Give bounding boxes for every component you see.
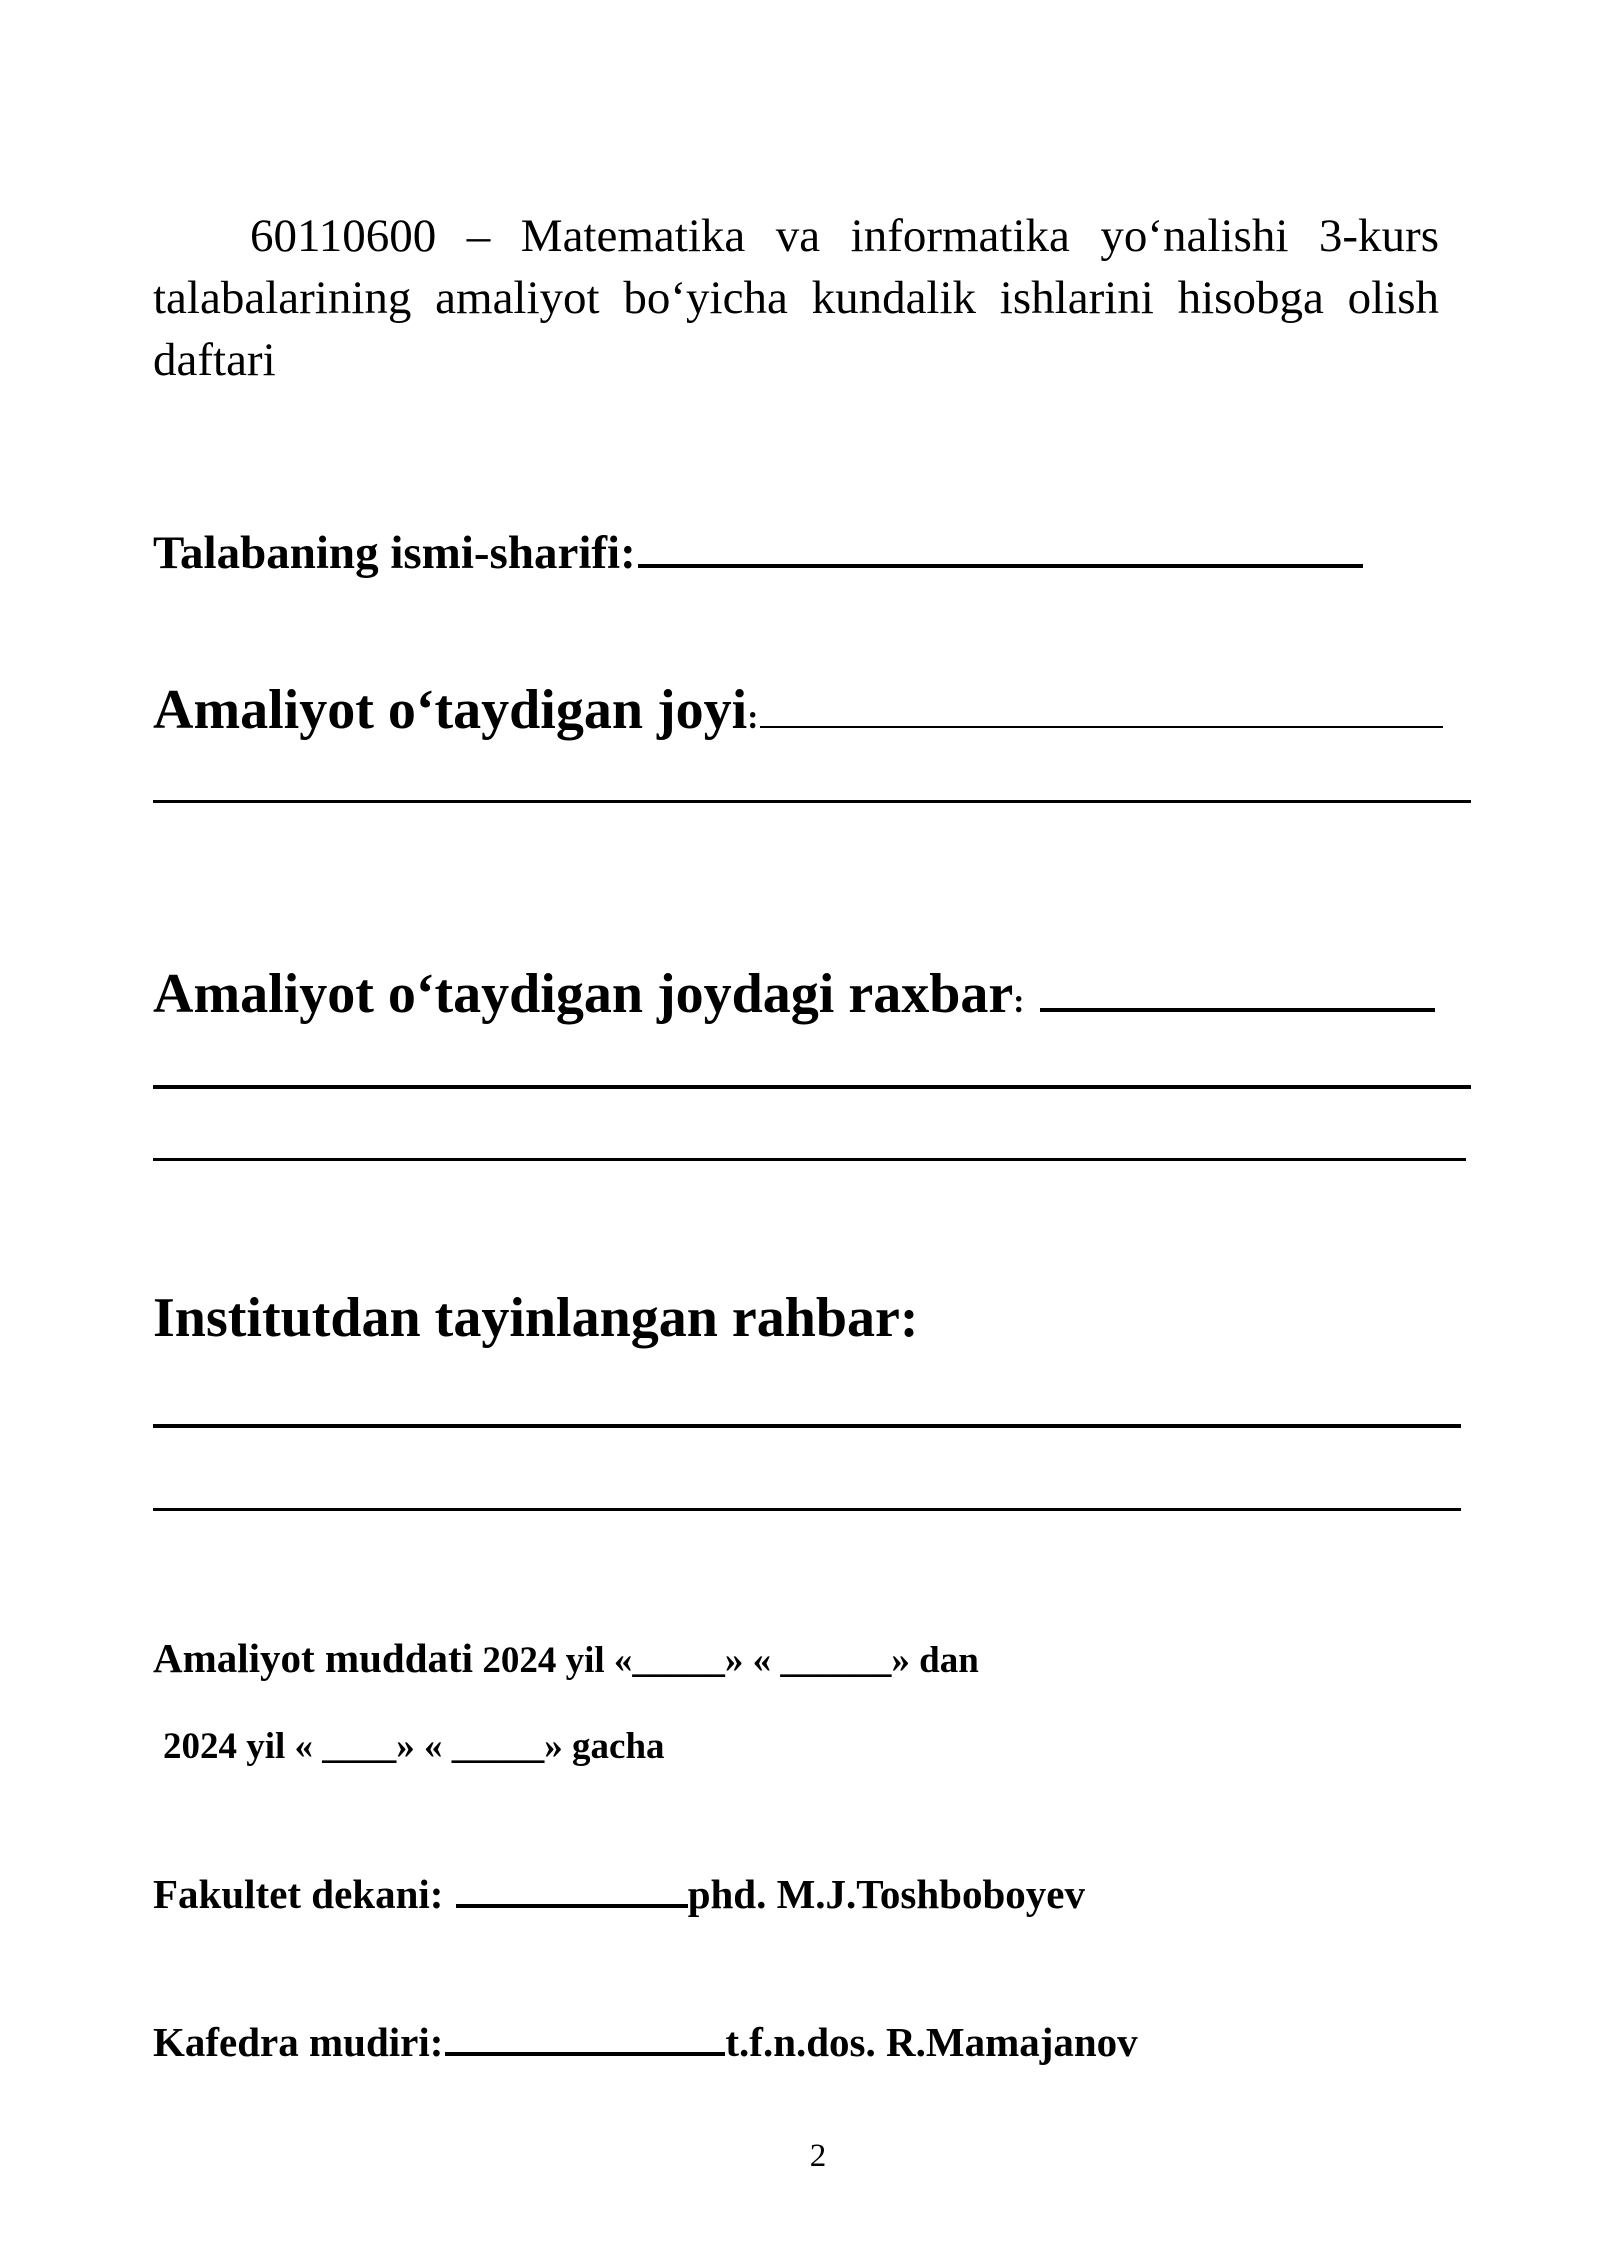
practice-supervisor-field — [153, 963, 1435, 1025]
head-of-department-field — [153, 2019, 1138, 2065]
practice-period-start: 2024 yil «_____» « ______» dan — [482, 1640, 979, 1681]
dean-signature-blank — [456, 1904, 688, 1908]
institute-supervisor-label: Institutdan tayinlangan rahbar: — [153, 1287, 919, 1349]
practice-period-end: 2024 yil « ____» « _____» gacha — [163, 1726, 665, 1767]
page-number: 2 — [809, 2138, 827, 2174]
practice-supervisor-line-2 — [153, 1158, 1466, 1161]
head-of-department-label: Kafedra mudiri: — [153, 2019, 444, 2065]
dean-label: Fakultet dekani: — [153, 1871, 444, 1917]
dean-name: phd. M.J.Toshboboyev — [687, 1871, 1085, 1917]
practice-supervisor-colon: : — [1013, 983, 1025, 1020]
institute-supervisor-line-2 — [153, 1508, 1461, 1511]
practice-place-blank — [760, 726, 1443, 728]
institute-supervisor-line-1 — [153, 1424, 1461, 1428]
practice-place-field — [153, 679, 1443, 741]
student-name-label: Talabaning ismi-sharifi: — [153, 527, 636, 579]
practice-place-colon: : — [747, 699, 759, 736]
practice-supervisor-blank — [1040, 1008, 1435, 1012]
student-name-field — [153, 527, 1363, 579]
practice-period-line-1 — [153, 1635, 979, 1681]
practice-place-label-text: Amaliyot o‘taydigan joyi — [153, 679, 748, 741]
head-of-department-name: t.f.n.dos. R.Mamajanov — [725, 2019, 1138, 2065]
document-title-paragraph: 60110600 – Matematika va informatika yo‘nalishi 3-kurs talabalarining amaliyot bo‘yicha kundalik ishlarini hisobga olish daftari — [153, 210, 1439, 386]
practice-place-extra-line — [153, 800, 1471, 803]
practice-period-label: Amaliyot muddati — [153, 1635, 474, 1681]
practice-supervisor-line-1 — [153, 1085, 1471, 1089]
practice-supervisor-label: Amaliyot o‘taydigan joydagi raxbar — [153, 963, 1014, 1025]
student-name-blank — [638, 564, 1363, 568]
head-signature-blank — [445, 2052, 725, 2056]
dean-field — [153, 1871, 1085, 1917]
